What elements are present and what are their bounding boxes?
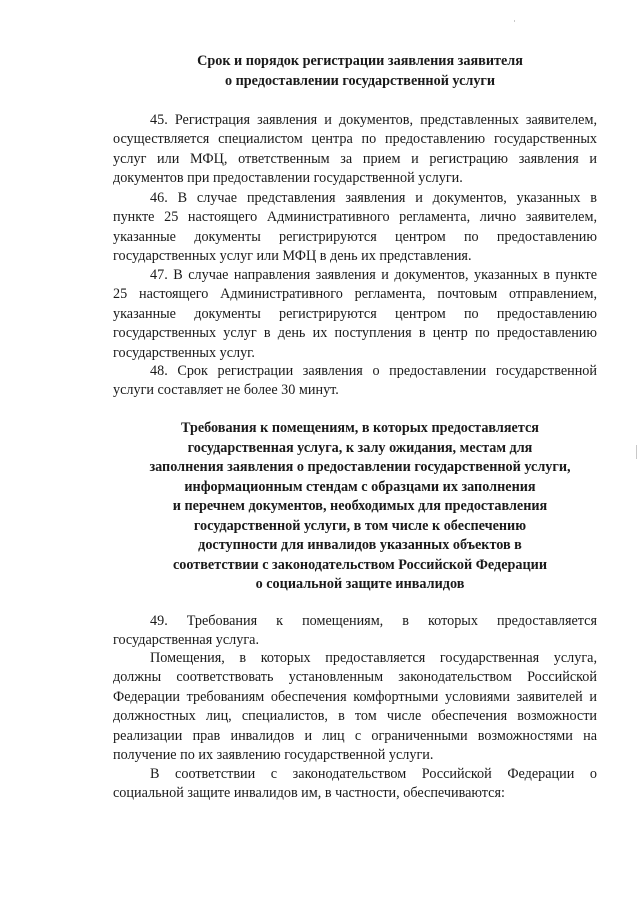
paragraph-47 — [113, 266, 597, 363]
text-line: социальной защите инвалидов им, в частности, обеспечиваются: — [113, 785, 505, 802]
section-title-registration — [100, 52, 620, 91]
paragraph-premises — [113, 649, 597, 765]
text-line: 45. Регистрация заявления и документов, представленных заявителем, — [150, 112, 597, 128]
text-line: услуги составляет не более 30 минут. — [113, 382, 339, 399]
text-line: государственных услуг или МФЦ в день их представления. — [113, 248, 472, 265]
title-line: информационным стендам с образцами их заполнения — [184, 478, 536, 495]
text-line: указанные документы регистрируются центром по предоставлению — [113, 228, 597, 245]
title-line: Срок и порядок регистрации заявления заявителя — [197, 53, 523, 69]
text-line: Помещения, в которых предоставляется государственная услуга, — [150, 650, 597, 666]
text-line: осуществляется специалистом центра по предоставлению государственных — [113, 131, 597, 148]
text-line: должны соответствовать установленным законодательством Российской — [113, 669, 597, 686]
title-line: государственная услуга, к залу ожидания, местам для — [187, 439, 533, 456]
text-line: Федерации требованиям обеспечения комфортными условиями заявителей и — [113, 688, 597, 705]
paragraph-45 — [113, 111, 597, 189]
text-line: указанные документы регистрируются центром по предоставлению — [113, 305, 597, 322]
scan-edge-mark — [636, 445, 637, 459]
title-line: государственной услуги, в том числе к обеспечению — [193, 517, 527, 534]
text-line: документов при предоставлении государственной услуги. — [113, 170, 463, 187]
paragraph-49 — [113, 612, 597, 651]
text-line: должностных лиц, специалистов, в том числе обеспечения возможности — [113, 708, 597, 725]
title-line: доступности для инвалидов указанных объектов в — [198, 537, 522, 553]
title-line: соответствии с законодательством Российской Федерации — [173, 556, 547, 573]
title-line: Требования к помещениям, в которых предоставляется — [181, 420, 539, 436]
text-line: услуг или МФЦ, ответственным за прием и регистрацию заявления и — [113, 150, 597, 167]
paragraph-48 — [113, 362, 597, 401]
text-line: 48. Срок регистрации заявления о предоставлении государственной — [150, 363, 597, 379]
text-line: В соответствии с законодательством Российской Федерации о — [150, 766, 597, 782]
paragraph-46 — [113, 189, 597, 267]
text-line: 46. В случае представления заявления и документов, указанных в — [150, 190, 597, 206]
text-line: 49. Требования к помещениям, в которых предоставляется — [150, 613, 597, 629]
scan-speck — [514, 20, 515, 22]
text-line: государственная услуга. — [113, 632, 260, 649]
text-line: 25 настоящего Административного регламента, почтовым отправлением, — [113, 286, 597, 303]
title-line: и перечнем документов, необходимых для предоставления — [172, 498, 548, 514]
text-line: пункте 25 настоящего Административного регламента, лично заявителем, — [113, 209, 597, 226]
text-line: 47. В случае направления заявления и документов, указанных в пункте — [150, 267, 597, 283]
text-line: государственных услуг в день их поступления в центр по предоставлению — [113, 325, 597, 342]
text-line: получение по их заявлению государственной услуги. — [113, 747, 434, 764]
text-line: государственных услуг. — [113, 344, 255, 361]
title-line: о предоставлении государственной услуги — [224, 72, 496, 89]
paragraph-accordance — [113, 765, 597, 804]
title-line: заполнения заявления о предоставлении государственной услуги, — [149, 459, 571, 475]
title-line: о социальной защите инвалидов — [255, 576, 465, 592]
text-line: реализации прав инвалидов и лиц с ограниченными возможностями на — [113, 727, 597, 744]
section-title-premises — [100, 419, 620, 595]
